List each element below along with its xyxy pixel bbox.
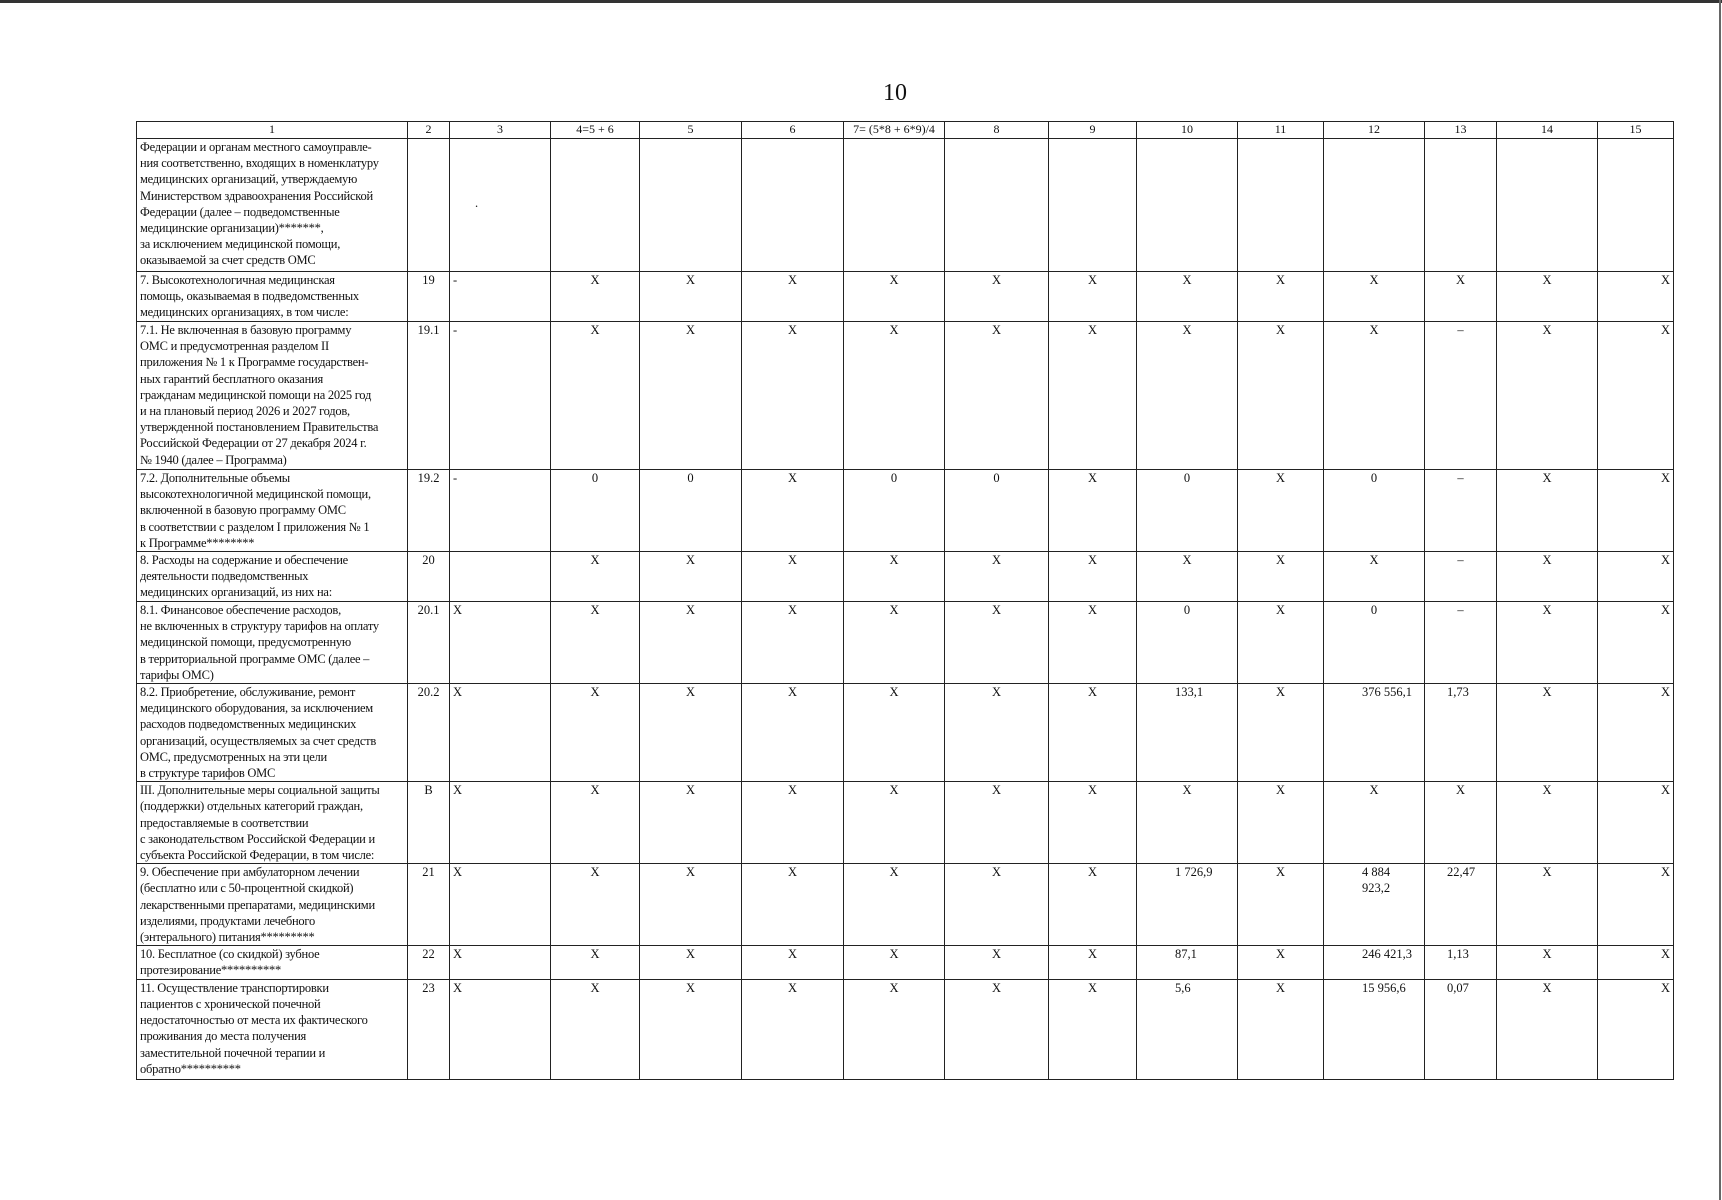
row-col3-value: X xyxy=(450,864,551,946)
row-code: 23 xyxy=(408,979,450,1079)
cell-col-5: X xyxy=(640,684,742,782)
cell-col-15: X xyxy=(1598,322,1674,470)
column-header-6: 6 xyxy=(742,122,844,139)
cell-col-11: X xyxy=(1238,470,1324,552)
cell-col-9: X xyxy=(1049,684,1137,782)
row-label: 8.1. Финансовое обеспечение расходов, не включенных в структуру тарифов на оплату медицинской помощи, предусмотренную в территориальной программе ОМС (далее – тарифы ОМС) xyxy=(137,602,408,684)
cell-col-4: X xyxy=(551,684,640,782)
cell-col-9: X xyxy=(1049,322,1137,470)
cell-col-10: 0 xyxy=(1137,470,1238,552)
cell-col-8: X xyxy=(945,322,1049,470)
cell-col-8: X xyxy=(945,946,1049,979)
row-label: 7. Высокотехнологичная медицинская помощь, оказываемая в подведомственных медицинских организациях, в том числе: xyxy=(137,272,408,322)
cell-col-15 xyxy=(1598,139,1674,272)
cell-col-12: X xyxy=(1324,322,1425,470)
cell-col-9: X xyxy=(1049,864,1137,946)
column-header-10: 10 xyxy=(1137,122,1238,139)
cell-col-12: 15 956,6 xyxy=(1324,979,1425,1079)
cell-col-13: 1,73 xyxy=(1425,684,1497,782)
row-code: 20.1 xyxy=(408,602,450,684)
cell-col-7 xyxy=(844,139,945,272)
column-header-5: 5 xyxy=(640,122,742,139)
cell-col-7: X xyxy=(844,552,945,602)
cell-col-6: X xyxy=(742,864,844,946)
cell-col-8: X xyxy=(945,602,1049,684)
cell-col-4: X xyxy=(551,272,640,322)
cell-col-4: X xyxy=(551,552,640,602)
cell-col-14: X xyxy=(1497,272,1598,322)
cell-col-9: X xyxy=(1049,782,1137,864)
table-row xyxy=(137,684,1674,782)
table-row xyxy=(137,782,1674,864)
cell-col-6 xyxy=(742,139,844,272)
cell-col-4: X xyxy=(551,322,640,470)
column-header-8: 8 xyxy=(945,122,1049,139)
cell-col-5: X xyxy=(640,552,742,602)
row-label: 10. Бесплатное (со скидкой) зубное протезирование********** xyxy=(137,946,408,979)
row-label: III. Дополнительные меры социальной защиты (поддержки) отдельных категорий граждан, предоставляемые в соответствии с законодательством Российской Федерации и субъекта Российской Федерации, в том числе: xyxy=(137,782,408,864)
cell-col-8: 0 xyxy=(945,470,1049,552)
cell-col-5: X xyxy=(640,782,742,864)
column-header-3: 3 xyxy=(450,122,551,139)
cell-col-10 xyxy=(1137,139,1238,272)
row-code: 20.2 xyxy=(408,684,450,782)
column-header-7: 7= (5*8 + 6*9)/4 xyxy=(844,122,945,139)
cell-col-14: X xyxy=(1497,946,1598,979)
cell-col-6: X xyxy=(742,322,844,470)
table-row xyxy=(137,979,1674,1079)
cell-col-10: 87,1 xyxy=(1137,946,1238,979)
row-col3-value: X xyxy=(450,684,551,782)
cell-col-13 xyxy=(1425,139,1497,272)
cell-col-11: X xyxy=(1238,602,1324,684)
cell-col-11: X xyxy=(1238,979,1324,1079)
cell-col-13: – xyxy=(1425,552,1497,602)
cell-col-10: 0 xyxy=(1137,602,1238,684)
cell-col-4: X xyxy=(551,864,640,946)
cell-col-12: X xyxy=(1324,552,1425,602)
cell-col-6: X xyxy=(742,470,844,552)
cell-col-14 xyxy=(1497,139,1598,272)
cell-col-7: X xyxy=(844,864,945,946)
cell-col-6: X xyxy=(742,684,844,782)
cell-col-7: X xyxy=(844,946,945,979)
cell-col-7: 0 xyxy=(844,470,945,552)
cell-col-11: X xyxy=(1238,552,1324,602)
table-header-row xyxy=(137,122,1674,139)
cell-col-5 xyxy=(640,139,742,272)
cell-col-4: X xyxy=(551,602,640,684)
cell-col-5: X xyxy=(640,272,742,322)
cell-col-8: X xyxy=(945,684,1049,782)
cell-col-11: X xyxy=(1238,322,1324,470)
page-number: 10 xyxy=(883,80,907,106)
cell-col-6: X xyxy=(742,272,844,322)
cell-col-7: X xyxy=(844,782,945,864)
cell-col-10: X xyxy=(1137,782,1238,864)
cell-col-6: X xyxy=(742,782,844,864)
cell-col-9: X xyxy=(1049,552,1137,602)
row-label: 7.2. Дополнительные объемы высокотехнологичной медицинской помощи, включенной в базовую программу ОМС в соответствии с разделом I приложения № 1 к Программе******** xyxy=(137,470,408,552)
row-code: 20 xyxy=(408,552,450,602)
cell-col-7: X xyxy=(844,272,945,322)
cell-col-10: X xyxy=(1137,322,1238,470)
cell-col-6: X xyxy=(742,552,844,602)
cell-col-12: X xyxy=(1324,272,1425,322)
cell-col-13: 0,07 xyxy=(1425,979,1497,1079)
row-col3-value: X xyxy=(450,979,551,1079)
table-row xyxy=(137,864,1674,946)
cell-col-12: 376 556,1 xyxy=(1324,684,1425,782)
cell-col-12: X xyxy=(1324,782,1425,864)
column-header-2: 2 xyxy=(408,122,450,139)
row-col3-value: - xyxy=(450,322,551,470)
table-row xyxy=(137,552,1674,602)
cell-col-4: X xyxy=(551,946,640,979)
cell-col-11: X xyxy=(1238,864,1324,946)
row-code: 22 xyxy=(408,946,450,979)
row-col3-value: X xyxy=(450,602,551,684)
column-header-13: 13 xyxy=(1425,122,1497,139)
table-row xyxy=(137,602,1674,684)
cell-col-4: 0 xyxy=(551,470,640,552)
row-code xyxy=(408,139,450,272)
cell-col-15: X xyxy=(1598,864,1674,946)
table-row xyxy=(137,946,1674,979)
cell-col-5: X xyxy=(640,322,742,470)
cell-col-15: X xyxy=(1598,552,1674,602)
cell-col-4: X xyxy=(551,782,640,864)
table-row xyxy=(137,139,1674,272)
cell-col-14: X xyxy=(1497,684,1598,782)
cell-col-10: 5,6 xyxy=(1137,979,1238,1079)
row-col3-value: X xyxy=(450,946,551,979)
cell-col-8: X xyxy=(945,552,1049,602)
cell-col-5: 0 xyxy=(640,470,742,552)
cell-col-14: X xyxy=(1497,864,1598,946)
row-code: 19 xyxy=(408,272,450,322)
column-header-14: 14 xyxy=(1497,122,1598,139)
cell-col-15: X xyxy=(1598,602,1674,684)
cell-col-13: 1,13 xyxy=(1425,946,1497,979)
cell-col-15: X xyxy=(1598,684,1674,782)
row-col3-value: - xyxy=(450,470,551,552)
table-row xyxy=(137,322,1674,470)
cell-col-7: X xyxy=(844,979,945,1079)
cell-col-8: X xyxy=(945,272,1049,322)
cell-col-12: 0 xyxy=(1324,470,1425,552)
table-row xyxy=(137,272,1674,322)
cell-col-13: X xyxy=(1425,272,1497,322)
row-code: 21 xyxy=(408,864,450,946)
cell-col-8 xyxy=(945,139,1049,272)
cell-col-13: – xyxy=(1425,322,1497,470)
top-border-line xyxy=(0,0,1722,3)
cell-col-4: X xyxy=(551,979,640,1079)
row-col3-value: - xyxy=(450,272,551,322)
cell-col-7: X xyxy=(844,602,945,684)
row-label: 7.1. Не включенная в базовую программу ОМС и предусмотренная разделом II приложения № 1 к Программе государствен- ных гарантий бесплатного оказания гражданам медицинской помощи на 2025 год и на плановый период 2026 и 2027 годов, утвержденной постановлением Правительства Российской Федерации от 27 декабря 2024 г. № 1940 (далее – Программа) xyxy=(137,322,408,470)
cell-col-6: X xyxy=(742,979,844,1079)
right-border-line xyxy=(1719,0,1721,1200)
cell-col-13: – xyxy=(1425,602,1497,684)
cell-col-15: X xyxy=(1598,782,1674,864)
data-table xyxy=(136,121,1674,1080)
row-label: Федерации и органам местного самоуправле- ния соответственно, входящих в номенклатуру медицинских организаций, утверждаемую Министерством здравоохранения Российской Федерации (далее – подведомственные медицинские организации)*******, за исключением медицинской помощи, оказываемой за счет средств ОМС xyxy=(137,139,408,272)
cell-col-11 xyxy=(1238,139,1324,272)
row-code: 19.1 xyxy=(408,322,450,470)
column-header-12: 12 xyxy=(1324,122,1425,139)
cell-col-15: X xyxy=(1598,979,1674,1079)
cell-col-8: X xyxy=(945,979,1049,1079)
cell-col-14: X xyxy=(1497,552,1598,602)
cell-col-14: X xyxy=(1497,322,1598,470)
cell-col-7: X xyxy=(844,322,945,470)
column-header-11: 11 xyxy=(1238,122,1324,139)
column-header-4: 4=5 + 6 xyxy=(551,122,640,139)
row-code: В xyxy=(408,782,450,864)
cell-col-12: 0 xyxy=(1324,602,1425,684)
cell-col-15: X xyxy=(1598,946,1674,979)
cell-col-14: X xyxy=(1497,782,1598,864)
cell-col-11: X xyxy=(1238,782,1324,864)
cell-col-9: X xyxy=(1049,470,1137,552)
cell-col-11: X xyxy=(1238,272,1324,322)
row-col3-value xyxy=(450,552,551,602)
cell-col-14: X xyxy=(1497,602,1598,684)
cell-col-12: 4 884 923,2 xyxy=(1324,864,1425,946)
cell-col-15: X xyxy=(1598,470,1674,552)
cell-col-13: X xyxy=(1425,782,1497,864)
cell-col-6: X xyxy=(742,602,844,684)
table-row xyxy=(137,470,1674,552)
cell-col-5: X xyxy=(640,946,742,979)
stray-dot-mark: . xyxy=(475,196,479,210)
cell-col-9: X xyxy=(1049,979,1137,1079)
row-label: 8.2. Приобретение, обслуживание, ремонт медицинского оборудования, за исключением расходов подведомственных медицинских организаций, осуществляемых за счет средств ОМС, предусмотренных на эти цели в структуре тарифов ОМС xyxy=(137,684,408,782)
cell-col-14: X xyxy=(1497,979,1598,1079)
row-label: 11. Осуществление транспортировки пациентов с хронической почечной недостаточностью от места их фактического проживания до места получения заместительной почечной терапии и обратно********** xyxy=(137,979,408,1079)
column-header-9: 9 xyxy=(1049,122,1137,139)
cell-col-9: X xyxy=(1049,602,1137,684)
cell-col-10: X xyxy=(1137,272,1238,322)
cell-col-14: X xyxy=(1497,470,1598,552)
cell-col-7: X xyxy=(844,684,945,782)
cell-col-5: X xyxy=(640,864,742,946)
cell-col-10: 1 726,9 xyxy=(1137,864,1238,946)
cell-col-13: 22,47 xyxy=(1425,864,1497,946)
cell-col-12 xyxy=(1324,139,1425,272)
cell-col-8: X xyxy=(945,864,1049,946)
cell-col-10: 133,1 xyxy=(1137,684,1238,782)
cell-col-9: X xyxy=(1049,272,1137,322)
row-label: 8. Расходы на содержание и обеспечение деятельности подведомственных медицинских организаций, из них на: xyxy=(137,552,408,602)
cell-col-12: 246 421,3 xyxy=(1324,946,1425,979)
cell-col-9 xyxy=(1049,139,1137,272)
cell-col-10: X xyxy=(1137,552,1238,602)
cell-col-5: X xyxy=(640,602,742,684)
column-header-1: 1 xyxy=(137,122,408,139)
cell-col-5: X xyxy=(640,979,742,1079)
cell-col-15: X xyxy=(1598,272,1674,322)
row-col3-value: X xyxy=(450,782,551,864)
cell-col-11: X xyxy=(1238,946,1324,979)
cell-col-13: – xyxy=(1425,470,1497,552)
cell-col-6: X xyxy=(742,946,844,979)
row-col3-value xyxy=(450,139,551,272)
cell-col-4 xyxy=(551,139,640,272)
row-code: 19.2 xyxy=(408,470,450,552)
column-header-15: 15 xyxy=(1598,122,1674,139)
cell-col-8: X xyxy=(945,782,1049,864)
row-label: 9. Обеспечение при амбулаторном лечении (бесплатно или с 50-процентной скидкой) лекарственными препаратами, медицинскими изделиями, продуктами лечебного (энтерального) питания********* xyxy=(137,864,408,946)
cell-col-9: X xyxy=(1049,946,1137,979)
cell-col-11: X xyxy=(1238,684,1324,782)
